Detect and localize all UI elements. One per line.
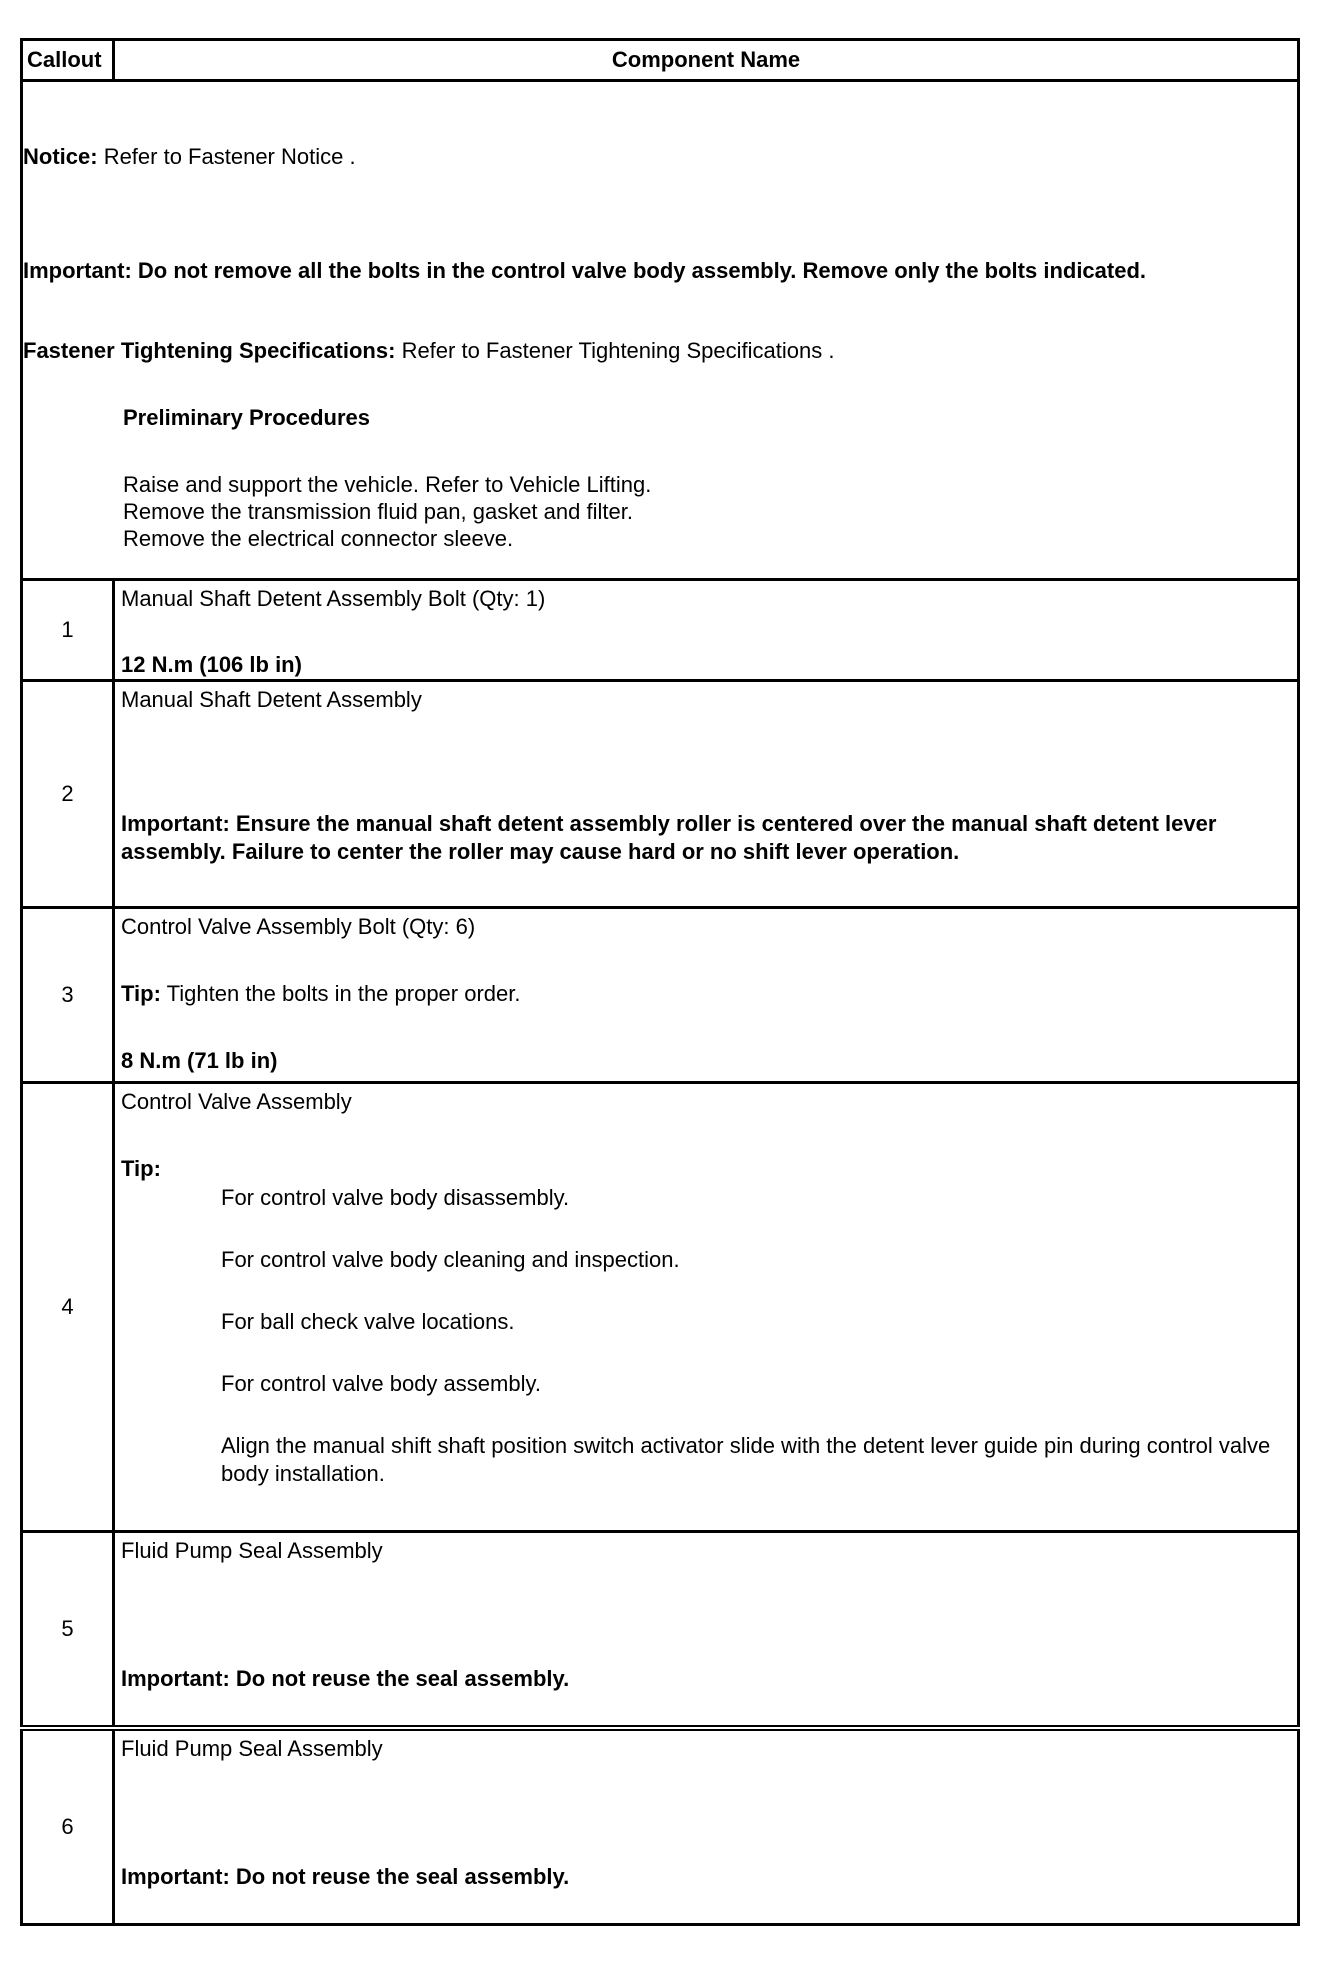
- fastener-spec-label: Fastener Tightening Specifications:: [23, 338, 396, 363]
- callout-column-header: Callout: [22, 40, 114, 81]
- component-cell: [114, 1083, 1299, 1532]
- tip-item: For ball check valve locations.: [221, 1309, 515, 1334]
- component-cell: [114, 681, 1299, 908]
- table-row: [22, 1728, 1299, 1925]
- callout-number: 4: [22, 1083, 114, 1532]
- intro-cell: [22, 81, 1299, 580]
- notice-line: [23, 143, 356, 170]
- callout-number: 3: [22, 908, 114, 1083]
- tip-item: For control valve body disassembly.: [221, 1185, 570, 1210]
- torque-spec: 8 N.m (71 lb in): [121, 1048, 278, 1073]
- torque-spec: 12 N.m (106 lb in): [121, 652, 302, 677]
- table-row: [22, 580, 1299, 681]
- important-note: Important: Ensure the manual shaft detent assembly roller is centered over the manual shaft detent lever assembly. Failure to center the roller may cause hard or no shift lever operation.: [121, 811, 1217, 864]
- table-header-row: [22, 40, 1299, 81]
- component-cell: [114, 908, 1299, 1083]
- preliminary-steps: [123, 471, 651, 552]
- notice-text: Refer to Fastener Notice .: [103, 144, 356, 169]
- fastener-spec-text: Refer to Fastener Tightening Specifications .: [401, 338, 835, 363]
- fastener-spec-line: [23, 337, 834, 364]
- tip-line: [121, 980, 521, 1008]
- component-name: Control Valve Assembly: [121, 1089, 352, 1114]
- tip-item: Align the manual shift shaft position switch activator slide with the detent lever guide pin during control valve body installation.: [221, 1433, 1271, 1486]
- preliminary-procedures-title: Preliminary Procedures: [123, 405, 371, 430]
- tip-item: For control valve body cleaning and inspection.: [221, 1247, 680, 1272]
- preliminary-step: Raise and support the vehicle. Refer to Vehicle Lifting.: [123, 472, 652, 497]
- component-name: Manual Shaft Detent Assembly Bolt (Qty: 1): [121, 586, 546, 611]
- callout-number: 6: [22, 1728, 114, 1925]
- tip-label: Tip:: [121, 1156, 161, 1181]
- callout-number: 1: [22, 580, 114, 681]
- important-note: Important: Do not remove all the bolts in the control valve body assembly. Remove only the bolts indicated.: [23, 258, 1147, 283]
- notice-label: Notice:: [23, 144, 98, 169]
- intro-row: [22, 81, 1299, 580]
- table-row: [22, 681, 1299, 908]
- tip-label: Tip:: [121, 981, 161, 1006]
- component-table: [20, 38, 1300, 1926]
- table-row: [22, 1083, 1299, 1532]
- component-cell: [114, 1532, 1299, 1729]
- important-note: Important: Do not reuse the seal assembly.: [121, 1864, 570, 1889]
- callout-number: 2: [22, 681, 114, 908]
- callout-number: 5: [22, 1532, 114, 1729]
- preliminary-step: Remove the electrical connector sleeve.: [123, 526, 514, 551]
- component-name: Manual Shaft Detent Assembly: [121, 687, 422, 712]
- tip-text: Tighten the bolts in the proper order.: [166, 981, 521, 1006]
- component-cell: [114, 1728, 1299, 1925]
- table-row: [22, 908, 1299, 1083]
- component-name: Control Valve Assembly Bolt (Qty: 6): [121, 914, 476, 939]
- component-name: Fluid Pump Seal Assembly: [121, 1736, 383, 1761]
- component-name-column-header: Component Name: [114, 40, 1299, 81]
- component-cell: [114, 580, 1299, 681]
- table-row: [22, 1532, 1299, 1729]
- component-name: Fluid Pump Seal Assembly: [121, 1538, 383, 1563]
- important-note: Important: Do not reuse the seal assembly.: [121, 1666, 570, 1691]
- preliminary-step: Remove the transmission fluid pan, gasket and filter.: [123, 499, 633, 524]
- tip-item: For control valve body assembly.: [221, 1371, 541, 1396]
